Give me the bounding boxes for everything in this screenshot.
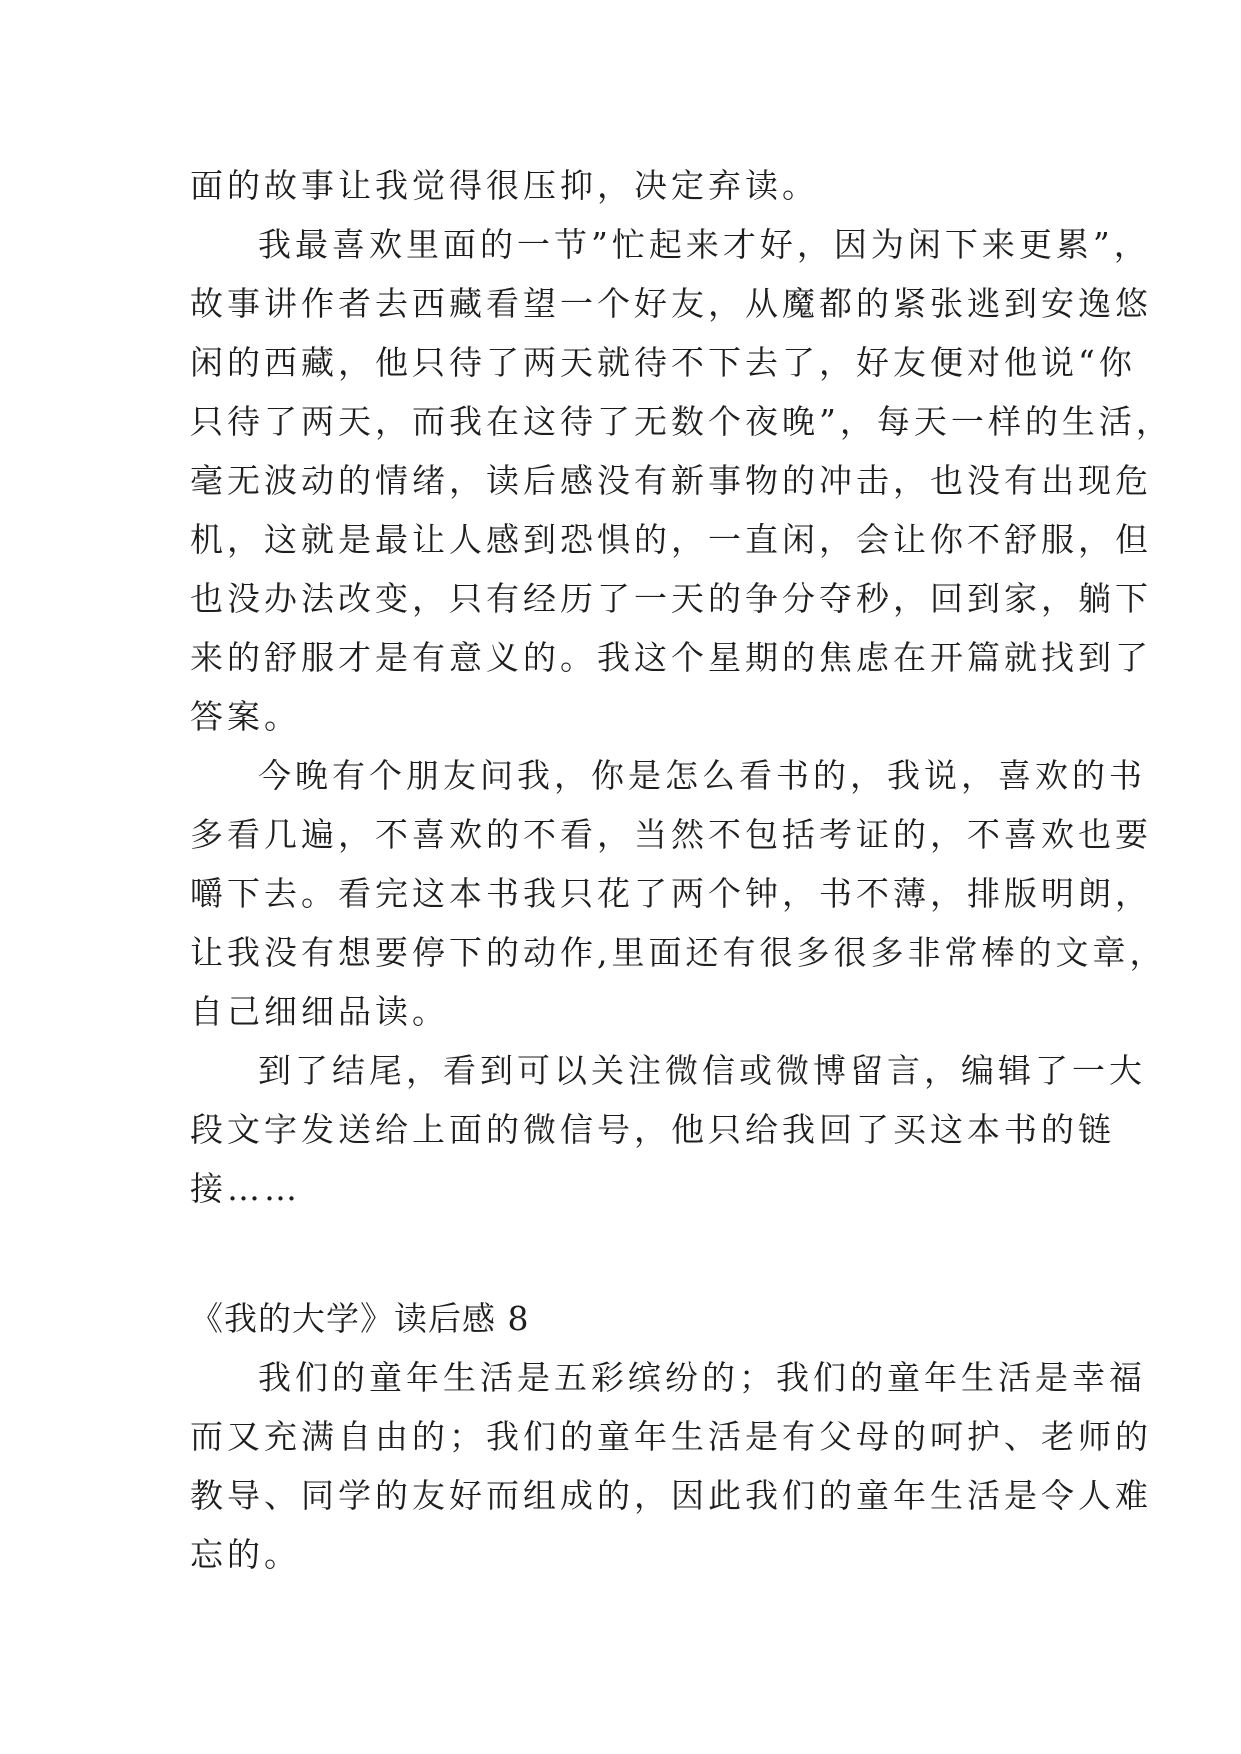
- text-line: 来的舒服才是有意义的。我这个星期的焦虑在开篇就找到了: [190, 638, 1152, 677]
- text-line: 闲的西藏，他只待了两天就待不下去了，好友便对他说“你: [190, 343, 1136, 382]
- text-line: 教导、同学的友好而组成的，因此我们的童年生活是令人难: [190, 1476, 1152, 1515]
- text-line: 到了结尾，看到可以关注微信或微博留言，编辑了一大: [258, 1051, 1146, 1090]
- text-line: 面的故事让我觉得很压抑，决定弃读。: [190, 166, 819, 205]
- text-line: 多看几遍，不喜欢的不看，当然不包括考证的，不喜欢也要: [190, 815, 1152, 854]
- text-line: 接……: [190, 1169, 301, 1208]
- text-line: 而又充满自由的；我们的童年生活是有父母的呵护、老师的: [190, 1417, 1152, 1456]
- section-spacer: [190, 1218, 1090, 1289]
- text-line: 也没办法改变，只有经历了一天的争分夺秒，回到家，躺下: [190, 579, 1152, 618]
- section-heading: 《我的大学》读后感 8: [190, 1299, 530, 1338]
- text-line: 嚼下去。看完这本书我只花了两个钟，书不薄，排版明朗，: [190, 874, 1152, 913]
- text-line: 自己细细品读。: [190, 992, 449, 1031]
- paragraph-2: [190, 746, 1167, 1041]
- paragraph-3: [190, 1041, 1146, 1218]
- text-line: 我最喜欢里面的一节”忙起来才好，因为闲下来更累”，: [258, 225, 1151, 264]
- document-body: [190, 156, 1173, 1584]
- continuation-paragraph: [190, 156, 1090, 215]
- text-line: 我们的童年生活是五彩缤纷的；我们的童年生活是幸福: [258, 1358, 1146, 1397]
- text-line: 答案。: [190, 697, 301, 736]
- text-line: 故事讲作者去西藏看望一个好友，从魔都的紧张逃到安逸悠: [190, 284, 1152, 323]
- text-line: 今晚有个朋友问我，你是怎么看书的，我说，喜欢的书: [258, 756, 1146, 795]
- text-line: 段文字发送给上面的微信号，他只给我回了买这本书的链: [190, 1110, 1115, 1149]
- text-line: 忘的。: [190, 1535, 301, 1574]
- text-line: 机，这就是最让人感到恐惧的，一直闲，会让你不舒服，但: [190, 520, 1152, 559]
- paragraph-1: [190, 215, 1173, 746]
- text-line: 只待了两天，而我在这待了无数个夜晚”，每天一样的生活，: [190, 402, 1173, 441]
- section-heading-wrap: [190, 1289, 1090, 1348]
- paragraph-4: [190, 1348, 1152, 1584]
- text-line: 让我没有想要停下的动作,里面还有很多很多非常棒的文章，: [190, 933, 1167, 972]
- text-line: 毫无波动的情绪，读后感没有新事物的冲击，也没有出现危: [190, 461, 1152, 500]
